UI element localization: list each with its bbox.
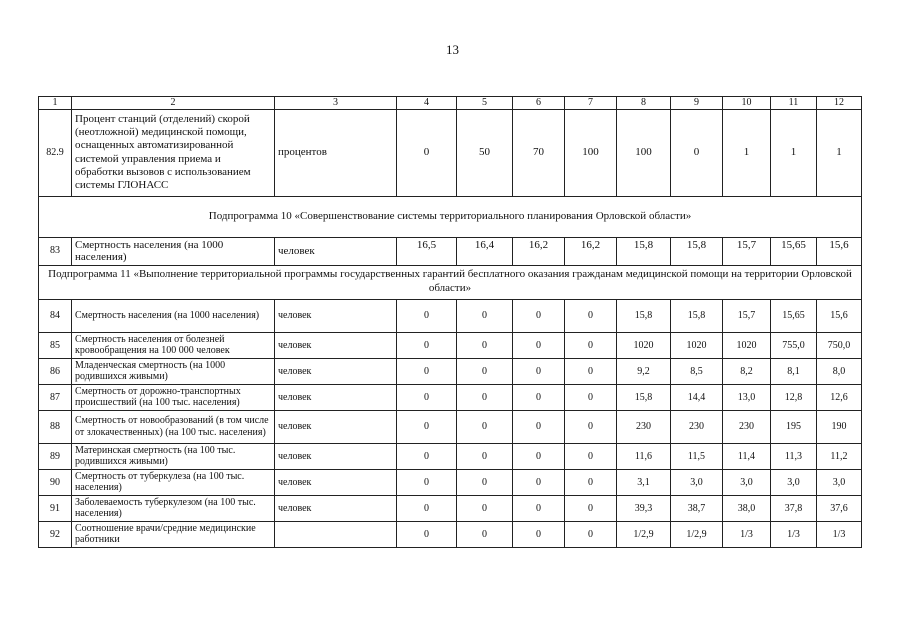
value-cell: 15,8 — [617, 237, 671, 265]
unit-cell: человек — [275, 443, 397, 469]
value-cell: 0 — [397, 299, 457, 332]
value-cell: 0 — [565, 358, 617, 384]
value-cell: 1/2,9 — [617, 521, 671, 547]
header-cell: 6 — [513, 97, 565, 110]
value-cell: 0 — [457, 384, 513, 410]
value-cell: 3,0 — [723, 469, 771, 495]
value-cell: 1/3 — [817, 521, 862, 547]
unit-cell: человек — [275, 384, 397, 410]
indicators-table — [38, 96, 862, 548]
header-cell: 9 — [671, 97, 723, 110]
value-cell: 39,3 — [617, 495, 671, 521]
value-cell: 0 — [565, 332, 617, 358]
value-cell: 190 — [817, 410, 862, 443]
value-cell: 1 — [771, 109, 817, 196]
value-cell: 3,1 — [617, 469, 671, 495]
row-number: 87 — [39, 384, 72, 410]
table-row — [39, 384, 862, 410]
value-cell: 16,2 — [513, 237, 565, 265]
value-cell: 16,5 — [397, 237, 457, 265]
value-cell: 750,0 — [817, 332, 862, 358]
value-cell: 12,8 — [771, 384, 817, 410]
value-cell: 0 — [513, 358, 565, 384]
value-cell: 11,4 — [723, 443, 771, 469]
row-number: 84 — [39, 299, 72, 332]
value-cell: 1020 — [617, 332, 671, 358]
indicator-name: Процент станций (отделений) скорой (неотложной) медицинской помощи, оснащенных автоматизированной системой управления приема и обработки вызовов с использованием системы ГЛОНАСС — [72, 109, 275, 196]
value-cell: 0 — [397, 521, 457, 547]
value-cell: 1 — [817, 109, 862, 196]
header-cell: 3 — [275, 97, 397, 110]
value-cell: 230 — [617, 410, 671, 443]
value-cell: 15,7 — [723, 237, 771, 265]
value-cell: 0 — [397, 109, 457, 196]
value-cell: 0 — [513, 469, 565, 495]
value-cell: 1/3 — [723, 521, 771, 547]
value-cell: 0 — [397, 443, 457, 469]
value-cell: 15,6 — [817, 299, 862, 332]
value-cell: 8,2 — [723, 358, 771, 384]
value-cell: 8,5 — [671, 358, 723, 384]
table-row — [39, 495, 862, 521]
subprogram-title: Подпрограмма 10 «Совершенствование системы территориального планирования Орловской области» — [39, 196, 862, 237]
indicator-name: Смертность населения от болезней кровообращения на 100 000 человек — [72, 332, 275, 358]
indicator-name: Смертность от туберкулеза (на 100 тыс. населения) — [72, 469, 275, 495]
value-cell: 230 — [723, 410, 771, 443]
value-cell: 755,0 — [771, 332, 817, 358]
row-number: 90 — [39, 469, 72, 495]
indicator-name: Смертность населения (на 1000 населения) — [72, 299, 275, 332]
header-cell: 12 — [817, 97, 862, 110]
value-cell: 0 — [513, 299, 565, 332]
header-cell: 4 — [397, 97, 457, 110]
value-cell: 37,6 — [817, 495, 862, 521]
row-number: 83 — [39, 237, 72, 265]
value-cell: 15,8 — [671, 299, 723, 332]
value-cell: 0 — [457, 332, 513, 358]
value-cell: 1 — [723, 109, 771, 196]
value-cell: 11,2 — [817, 443, 862, 469]
value-cell: 14,4 — [671, 384, 723, 410]
header-cell: 11 — [771, 97, 817, 110]
value-cell: 15,65 — [771, 299, 817, 332]
value-cell: 0 — [513, 443, 565, 469]
value-cell: 1/2,9 — [671, 521, 723, 547]
table-row — [39, 469, 862, 495]
subprogram-row — [39, 196, 862, 237]
indicator-name: Младенческая смертность (на 1000 родившихся живыми) — [72, 358, 275, 384]
row-number: 91 — [39, 495, 72, 521]
value-cell: 0 — [397, 332, 457, 358]
subprogram-title: Подпрограмма 11 «Выполнение территориальной программы государственных гарантий бесплатного оказания гражданам медицинской помощи на территории Орловской области» — [39, 265, 862, 299]
value-cell: 38,0 — [723, 495, 771, 521]
value-cell: 8,0 — [817, 358, 862, 384]
value-cell: 3,0 — [817, 469, 862, 495]
value-cell: 0 — [513, 332, 565, 358]
value-cell: 38,7 — [671, 495, 723, 521]
value-cell: 37,8 — [771, 495, 817, 521]
table-row — [39, 443, 862, 469]
indicator-name: Заболеваемость туберкулезом (на 100 тыс. населения) — [72, 495, 275, 521]
value-cell: 0 — [565, 443, 617, 469]
value-cell: 13,0 — [723, 384, 771, 410]
value-cell: 0 — [513, 410, 565, 443]
header-cell: 7 — [565, 97, 617, 110]
unit-cell: человек — [275, 358, 397, 384]
indicator-name: Материнская смертность (на 100 тыс. родившихся живыми) — [72, 443, 275, 469]
value-cell: 0 — [513, 495, 565, 521]
indicator-name: Соотношение врачи/средние медицинские работники — [72, 521, 275, 547]
indicator-name: Смертность от дорожно-транспортных происшествий (на 100 тыс. населения) — [72, 384, 275, 410]
row-number: 86 — [39, 358, 72, 384]
value-cell: 0 — [565, 299, 617, 332]
value-cell: 3,0 — [671, 469, 723, 495]
value-cell: 0 — [397, 358, 457, 384]
indicator-name: Смертность от новообразований (в том числе от злокачественных) (на 100 тыс. населения) — [72, 410, 275, 443]
value-cell: 9,2 — [617, 358, 671, 384]
header-cell: 2 — [72, 97, 275, 110]
value-cell: 0 — [457, 495, 513, 521]
value-cell: 195 — [771, 410, 817, 443]
value-cell: 0 — [565, 410, 617, 443]
header-cell: 5 — [457, 97, 513, 110]
value-cell: 15,8 — [617, 384, 671, 410]
value-cell: 8,1 — [771, 358, 817, 384]
header-cell: 10 — [723, 97, 771, 110]
value-cell: 0 — [397, 495, 457, 521]
value-cell: 1/3 — [771, 521, 817, 547]
value-cell: 1020 — [671, 332, 723, 358]
unit-cell: человек — [275, 332, 397, 358]
value-cell: 1020 — [723, 332, 771, 358]
table-row — [39, 410, 862, 443]
table-row — [39, 521, 862, 547]
value-cell: 15,7 — [723, 299, 771, 332]
value-cell: 0 — [457, 521, 513, 547]
value-cell: 15,8 — [617, 299, 671, 332]
unit-cell: человек — [275, 410, 397, 443]
unit-cell: человек — [275, 299, 397, 332]
table-row — [39, 237, 862, 265]
value-cell: 0 — [565, 469, 617, 495]
value-cell: 15,6 — [817, 237, 862, 265]
value-cell: 16,4 — [457, 237, 513, 265]
value-cell: 100 — [565, 109, 617, 196]
unit-cell: человек — [275, 469, 397, 495]
unit-cell: человек — [275, 237, 397, 265]
indicator-name: Смертность населения (на 1000 населения) — [72, 237, 275, 265]
value-cell: 0 — [565, 495, 617, 521]
value-cell: 0 — [397, 384, 457, 410]
row-number: 82.9 — [39, 109, 72, 196]
row-number: 85 — [39, 332, 72, 358]
unit-cell: человек — [275, 495, 397, 521]
value-cell: 70 — [513, 109, 565, 196]
value-cell: 15,65 — [771, 237, 817, 265]
table-row — [39, 332, 862, 358]
value-cell: 0 — [397, 410, 457, 443]
value-cell: 0 — [671, 109, 723, 196]
table-row — [39, 299, 862, 332]
value-cell: 3,0 — [771, 469, 817, 495]
value-cell: 15,8 — [671, 237, 723, 265]
value-cell: 11,6 — [617, 443, 671, 469]
value-cell: 11,3 — [771, 443, 817, 469]
value-cell: 0 — [565, 384, 617, 410]
value-cell: 0 — [457, 410, 513, 443]
subprogram-row — [39, 265, 862, 299]
header-row — [39, 97, 862, 110]
value-cell: 16,2 — [565, 237, 617, 265]
value-cell: 11,5 — [671, 443, 723, 469]
value-cell: 230 — [671, 410, 723, 443]
value-cell: 100 — [617, 109, 671, 196]
value-cell: 12,6 — [817, 384, 862, 410]
value-cell: 50 — [457, 109, 513, 196]
row-number: 88 — [39, 410, 72, 443]
value-cell: 0 — [457, 358, 513, 384]
value-cell: 0 — [565, 521, 617, 547]
page-number: 13 — [446, 42, 459, 57]
value-cell: 0 — [513, 384, 565, 410]
row-number: 92 — [39, 521, 72, 547]
value-cell: 0 — [397, 469, 457, 495]
header-cell: 8 — [617, 97, 671, 110]
row-number: 89 — [39, 443, 72, 469]
value-cell: 0 — [513, 521, 565, 547]
unit-cell — [275, 521, 397, 547]
header-cell: 1 — [39, 97, 72, 110]
value-cell: 0 — [457, 443, 513, 469]
table-row — [39, 358, 862, 384]
value-cell: 0 — [457, 299, 513, 332]
table-row — [39, 109, 862, 196]
unit-cell: процентов — [275, 109, 397, 196]
value-cell: 0 — [457, 469, 513, 495]
